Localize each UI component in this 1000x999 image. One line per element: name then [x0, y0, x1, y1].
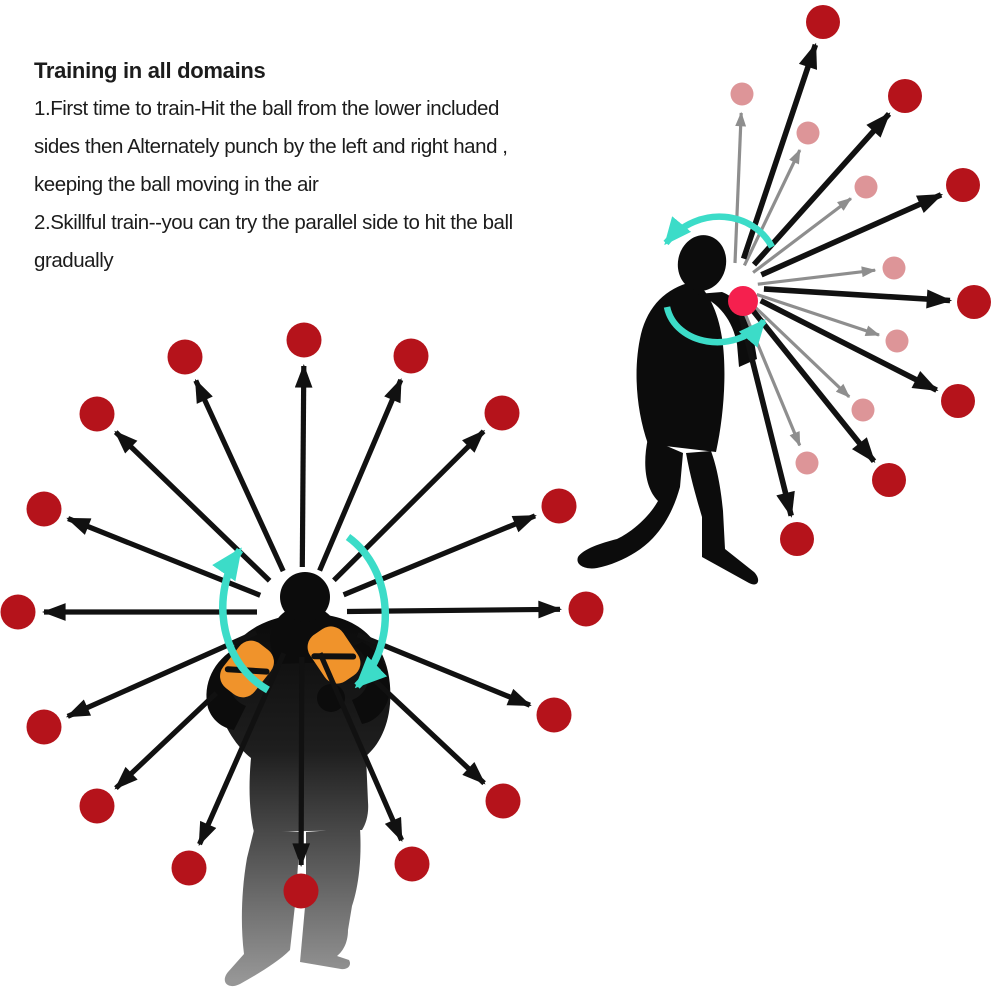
instruction-line-3: keeping the ball moving in the air: [34, 173, 319, 196]
reflex-ball-target: [287, 323, 322, 358]
punch-direction-arrow: [116, 693, 216, 788]
strong-punch-arrow: [761, 195, 941, 275]
instructions-panel: [34, 52, 644, 280]
instruction-line-5: gradually: [34, 249, 114, 272]
reflex-ball-target: [1, 595, 36, 630]
punch-direction-arrow: [320, 380, 401, 571]
reflex-ball-target: [946, 168, 980, 202]
reflex-ball-target: [27, 492, 62, 527]
reflex-ball-target: [486, 784, 521, 819]
punch-direction-arrow: [196, 381, 283, 571]
reflex-ball-target: [284, 874, 319, 909]
reflex-ball-target: [569, 592, 604, 627]
reflex-ball-light-target: [852, 399, 875, 422]
reflex-ball-target: [941, 384, 975, 418]
reflex-ball-target: [806, 5, 840, 39]
first-time-gray-arrows: [735, 113, 879, 445]
light-punch-arrow: [758, 270, 875, 284]
boxer-head: [280, 572, 330, 622]
instruction-line-2: sides then Alternately punch by the left and right hand ,: [34, 135, 508, 158]
instruction-line-4: 2.Skillful train--you can try the parallel side to hit the ball: [34, 211, 513, 234]
reflex-ball-light-target: [731, 83, 754, 106]
boxer2-back-leg: [577, 438, 683, 568]
reflex-ball-target: [168, 340, 203, 375]
punch-direction-arrow: [116, 432, 270, 581]
reflex-ball-target: [957, 285, 991, 319]
punch-direction-arrow: [302, 366, 304, 567]
punch-direction-arrow: [344, 516, 535, 595]
reflex-ball-target: [888, 79, 922, 113]
reflex-ball-target: [80, 397, 115, 432]
boxer-left-leg: [225, 830, 300, 986]
all-domains-figure: [1, 323, 604, 987]
strong-punch-arrow: [764, 289, 950, 301]
reflex-ball-light-target: [886, 330, 909, 353]
reflex-ball-target: [27, 710, 62, 745]
reflex-ball-target: [485, 396, 520, 431]
reflex-ball-target: [172, 851, 207, 886]
reflex-ball-target: [537, 698, 572, 733]
instruction-line-1: 1.First time to train-Hit the ball from the lower included: [34, 97, 499, 120]
strong-punch-arrow: [761, 301, 937, 391]
reflex-ball-target: [872, 463, 906, 497]
light-punch-arrow: [751, 304, 849, 397]
first-time-fist-ball: [728, 286, 758, 316]
instructions-title: Training in all domains: [34, 58, 266, 83]
reflex-ball-target: [542, 489, 577, 524]
boxer2-torso: [637, 282, 725, 452]
reflex-ball-light-target: [796, 452, 819, 475]
light-punch-arrow: [735, 113, 741, 263]
first-time-pink-balls: [731, 83, 909, 475]
punch-direction-arrow: [301, 657, 302, 865]
punch-direction-arrow: [334, 431, 484, 580]
punch-direction-arrow: [347, 609, 560, 611]
reflex-ball-target: [80, 789, 115, 824]
reflex-ball-target: [395, 847, 430, 882]
first-time-black-arrows: [741, 45, 950, 516]
reflex-ball-target: [394, 339, 429, 374]
reflex-ball-light-target: [797, 122, 820, 145]
boxer2-front-leg: [686, 451, 758, 584]
first-time-boxer-silhouette: [577, 231, 758, 585]
reflex-ball-at-fist: [728, 286, 758, 316]
reflex-ball-target: [780, 522, 814, 556]
reflex-ball-light-target: [883, 257, 906, 280]
reflex-ball-light-target: [855, 176, 878, 199]
